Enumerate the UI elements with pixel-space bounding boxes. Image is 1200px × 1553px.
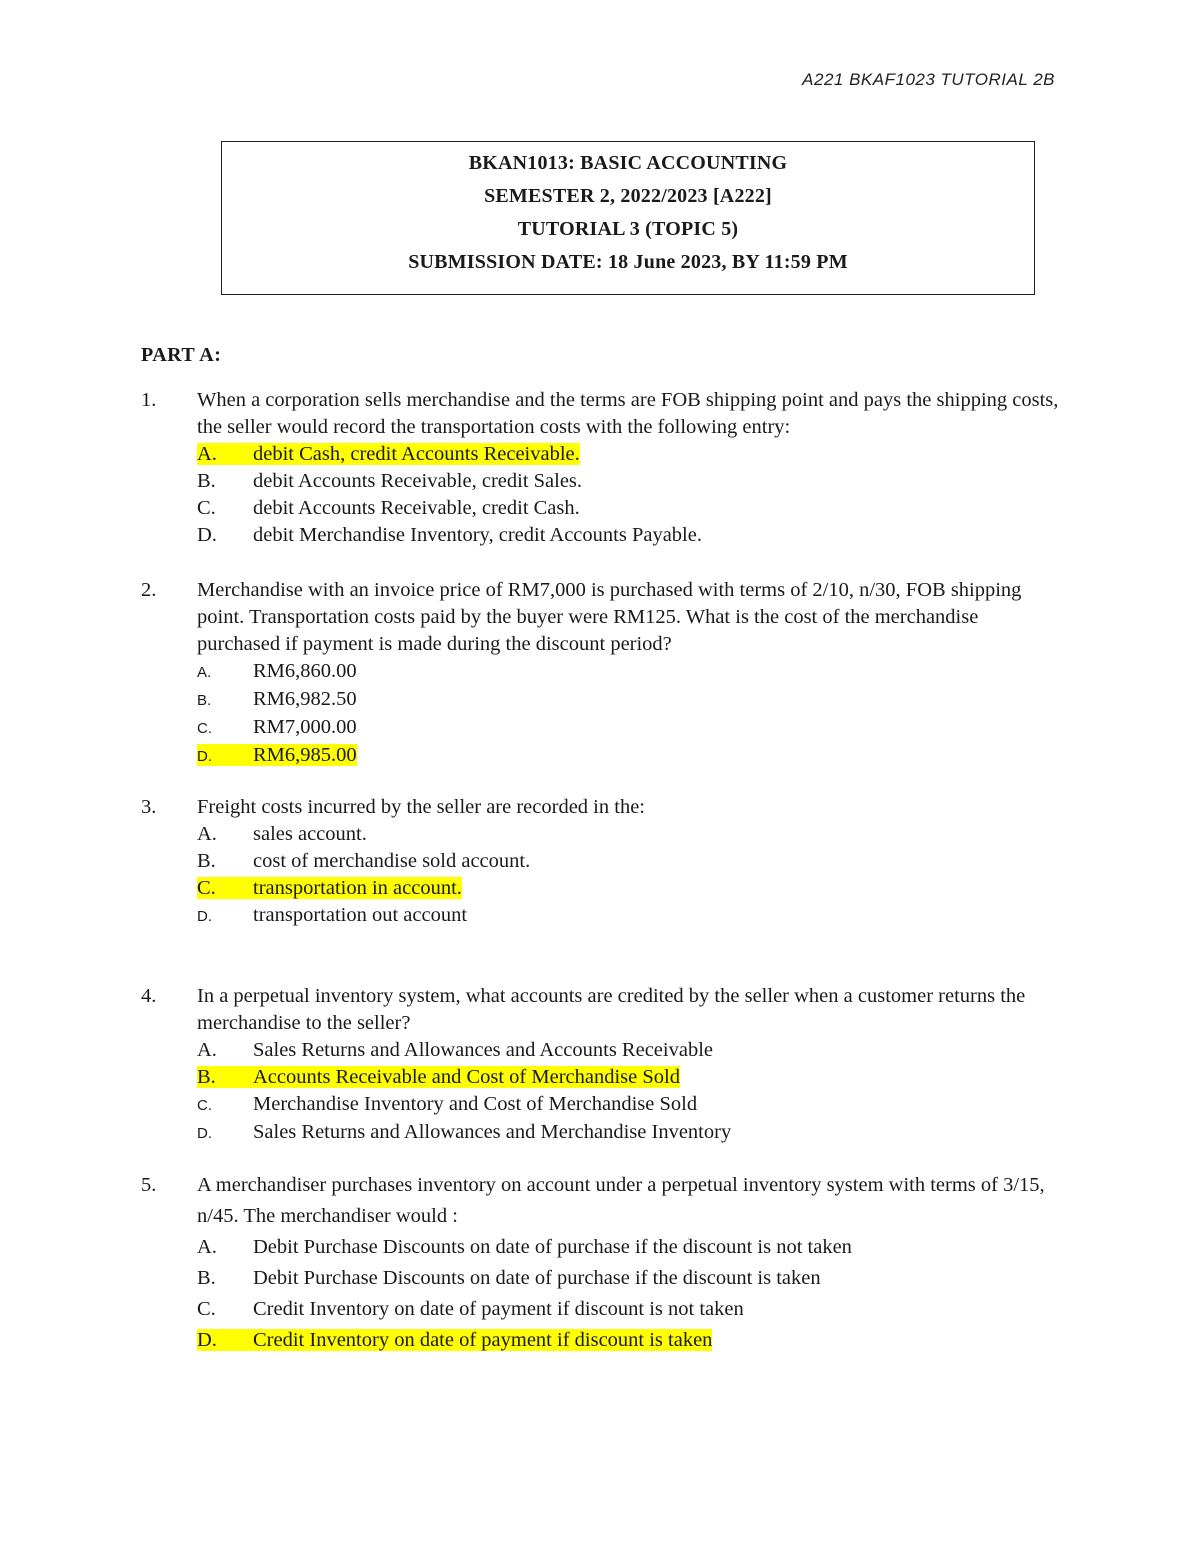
option-b: B. Accounts Receivable and Cost of Merchandise Sold	[197, 1066, 680, 1088]
title-box	[221, 141, 1035, 295]
option-a: A. Sales Returns and Allowances and Accounts Receivable	[197, 1039, 713, 1061]
semester-line: SEMESTER 2, 2022/2023 [A222]	[484, 185, 772, 207]
option-b: B. Debit Purchase Discounts on date of purchase if the discount is taken	[197, 1267, 821, 1289]
option-a: A. Debit Purchase Discounts on date of purchase if the discount is not taken	[197, 1236, 852, 1258]
option-d: D. Credit Inventory on date of payment if discount is taken	[197, 1329, 713, 1351]
option-a: A. RM6,860.00	[197, 660, 357, 682]
option-c: C. RM7,000.00	[197, 716, 357, 738]
question-2	[141, 577, 1061, 770]
option-b: B. debit Accounts Receivable, credit Sales.	[197, 470, 583, 492]
option-a: A. debit Cash, credit Accounts Receivable.	[197, 443, 580, 465]
option-c: C. Merchandise Inventory and Cost of Merchandise Sold	[197, 1093, 698, 1115]
option-b: B. RM6,982.50	[197, 688, 357, 710]
question-text: When a corporation sells merchandise and the terms are FOB shipping point and pays the shipping costs, the seller would record the transportation costs with the following entry:	[197, 389, 1059, 438]
option-b: B. cost of merchandise sold account.	[197, 850, 531, 872]
course-title: BKAN1013: BASIC ACCOUNTING	[468, 152, 788, 174]
part-heading: PART A:	[141, 344, 222, 366]
question-text: Freight costs incurred by the seller are recorded in the:	[197, 796, 645, 818]
question-5	[141, 1170, 1061, 1356]
question-number: 5.	[141, 1174, 157, 1196]
header-code: A221 BKAF1023 TUTORIAL 2B	[802, 70, 1055, 89]
question-3	[141, 794, 1061, 930]
question-1	[141, 387, 1061, 549]
option-c: C. Credit Inventory on date of payment if discount is not taken	[197, 1298, 744, 1320]
option-a: A. sales account.	[197, 823, 367, 845]
question-number: 1.	[141, 389, 157, 411]
option-d: D. transportation out account	[197, 904, 468, 926]
question-number: 2.	[141, 579, 157, 601]
question-text: Merchandise with an invoice price of RM7,000 is purchased with terms of 2/10, n/30, FOB shipping point. Transportation costs paid by the buyer were RM125. What is the cost of the merchandise purchased if payment is made during the discount period?	[197, 579, 1022, 655]
question-number: 3.	[141, 796, 157, 818]
question-4	[141, 983, 1061, 1147]
option-c: C. debit Accounts Receivable, credit Cash.	[197, 497, 580, 519]
option-d: D. RM6,985.00	[197, 744, 357, 766]
question-number: 4.	[141, 985, 157, 1007]
option-c: C. transportation in account.	[197, 877, 462, 899]
question-text: A merchandiser purchases inventory on account under a perpetual inventory system with terms of 3/15, n/45. The merchandiser would :	[197, 1174, 1045, 1227]
question-text: In a perpetual inventory system, what accounts are credited by the seller when a customer returns the merchandise to the seller?	[197, 985, 1026, 1034]
option-d: D. debit Merchandise Inventory, credit Accounts Payable.	[197, 524, 702, 546]
option-d: D. Sales Returns and Allowances and Merchandise Inventory	[197, 1121, 732, 1143]
submission-date: SUBMISSION DATE: 18 June 2023, BY 11:59 PM	[408, 251, 848, 273]
tutorial-line: TUTORIAL 3 (TOPIC 5)	[517, 218, 739, 240]
